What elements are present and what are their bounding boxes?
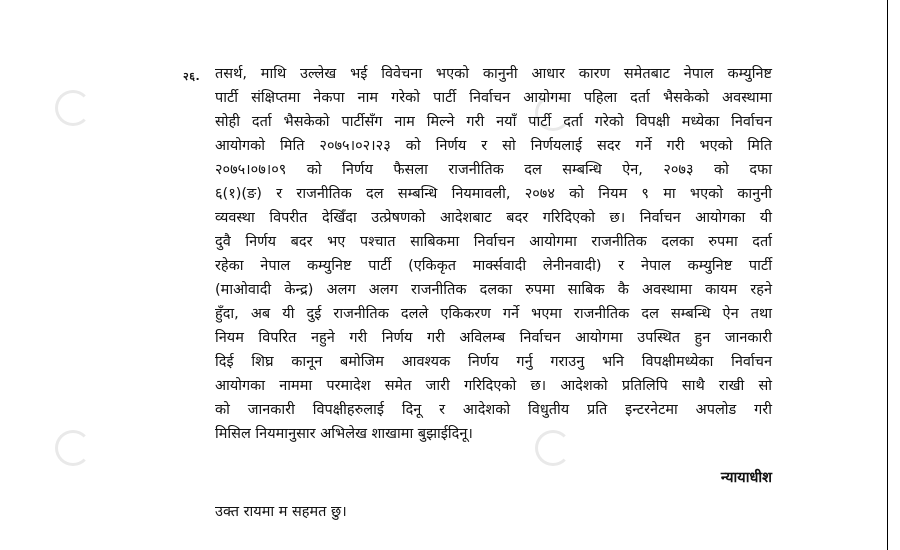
paragraph-line: तसर्थ, माथि उल्लेख भई विवेचना भएको कानुनी आधार कारण समेतबाट नेपाल कम्युनिष्ट: [215, 66, 772, 82]
signature-title: न्यायाधीश: [720, 470, 772, 486]
paragraph-line: दिई शिघ्र कानून बमोजिम आवश्यक निर्णय गर्नु गराउनु भनि विपक्षीमध्येका निर्वाचन: [215, 354, 772, 370]
paragraph-line: आयोगको मिति २०७५।०२।२३ को निर्णय र सो निर्णयलाई सदर गर्ने गरी भएको मिति: [215, 138, 772, 154]
paragraph-line: हुँदा, अब यी दुई राजनीतिक दलले एकिकरण गर्ने भएमा राजनीतिक दल सम्बन्धि ऐन तथा: [215, 306, 772, 322]
paragraph-line: २०७५।०७।०९ को निर्णय फैसला राजनीतिक दल सम्बन्धि ऐन, २०७३ को दफा: [215, 162, 772, 178]
watermark-logo-icon: [55, 430, 91, 466]
concurrence-statement: उक्त रायमा म सहमत छु।: [215, 504, 347, 520]
watermark-logo-icon: [55, 90, 91, 126]
paragraph-line: रहेका नेपाल कम्युनिष्ट पार्टी (एकिकृत मार्क्सवादी लेनीनवादी) र नेपाल कम्युनिष्ट पार्टी: [215, 258, 772, 274]
paragraph-line: दुवै निर्णय बदर भए पश्चात साबिकमा निर्वाचन आयोगमा राजनीतिक दलका रुपमा दर्ता: [215, 234, 772, 250]
paragraph-line: नियम विपरित नहुने गरी निर्णय गरी अविलम्ब निर्वाचन आयोगमा उपस्थित हुन जानकारी: [215, 330, 772, 346]
paragraph-line: ६(१)(ङ) र राजनीतिक दल सम्बन्धि नियमावली, २०७४ को नियम ९ मा भएको कानुनी: [215, 186, 772, 202]
paragraph-line: सोही दर्ता भैसकेको पार्टीसँग नाम मिल्ने गरी नयाँ पार्टी दर्ता गरेको विपक्षी मध्येका निर्वाचन: [215, 114, 772, 130]
paragraph-line: मिसिल नियमानुसार अभिलेख शाखामा बुझाईदिनू।: [215, 426, 473, 442]
paragraph-line: (माओवादी केन्द्र) अलग अलग राजनीतिक दलका रुपमा साबिक कै अवस्थामा कायम रहने: [215, 282, 772, 298]
paragraph-line: पार्टी संक्षिप्तमा नेकपा नाम गरेको पार्टी निर्वाचन आयोगमा पहिला दर्ता भैसकेको अवस्थामा: [215, 90, 772, 106]
paragraph-line: को जानकारी विपक्षीहरुलाई दिनू र आदेशको विधुतीय प्रति इन्टरनेटमा अपलोड गरी: [215, 402, 772, 418]
paragraph-number: २६.: [183, 70, 201, 83]
paragraph-line: व्यवस्था विपरीत देखिँदा उत्प्रेषणको आदेशबाट बदर गरिदिएको छ। निर्वाचन आयोगका यी: [215, 210, 772, 226]
page-edge-line: [887, 0, 888, 550]
paragraph-line: आयोगका नाममा परमादेश समेत जारी गरिदिएको छ। आदेशको प्रतिलिपि साथै राखी सो: [215, 378, 772, 394]
